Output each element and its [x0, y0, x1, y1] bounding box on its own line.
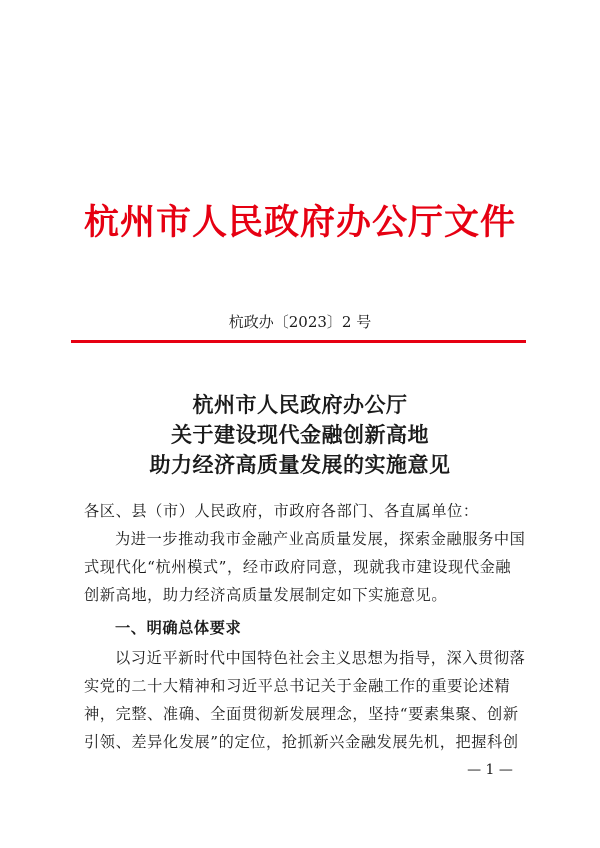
title-line: 助力经济高质量发展的实施意见 [149, 452, 451, 477]
body-line: 神，完整、准确、全面贯彻新发展理念，坚持“要素集聚、创新 [84, 705, 519, 723]
red-separator-line [71, 340, 526, 343]
recipients-text: 各区、县（市）人民政府，市政府各部门、各直属单位： [84, 502, 479, 520]
section-heading [115, 614, 557, 642]
body-line: 以习近平新时代中国特色社会主义思想为指导，深入贯彻落 [115, 649, 526, 667]
title-line: 杭州市人民政府办公厅 [192, 392, 408, 417]
intro-line: 创新高地，助力经济高质量发展制定如下实施意见。 [84, 586, 448, 604]
intro-paragraph-cont [84, 553, 526, 609]
body-line: 实党的二十大精神和习近平总书记关于金融工作的重要论述精 [84, 677, 511, 695]
body-line: 引领、差异化发展”的定位，抢抓新兴金融发展先机，把握科创 [84, 733, 519, 751]
intro-line: 为进一步推动我市金融产业高质量发展，探索金融服务中国 [115, 530, 526, 548]
body-paragraph-cont [84, 672, 526, 756]
intro-line: 式现代化“杭州模式”，经市政府同意，现就我市建设现代金融 [84, 558, 512, 576]
page-number: — 1 — [467, 762, 513, 778]
document-number: 杭政办〔2023〕2 号 [228, 313, 372, 331]
document-title [0, 390, 600, 480]
document-masthead: 杭州市人民政府办公厅文件 [83, 202, 516, 243]
section-heading-text: 一、明确总体要求 [115, 619, 242, 637]
recipients-line [84, 497, 526, 525]
intro-paragraph [115, 525, 557, 553]
body-paragraph [115, 644, 557, 672]
title-line: 关于建设现代金融创新高地 [171, 422, 429, 447]
